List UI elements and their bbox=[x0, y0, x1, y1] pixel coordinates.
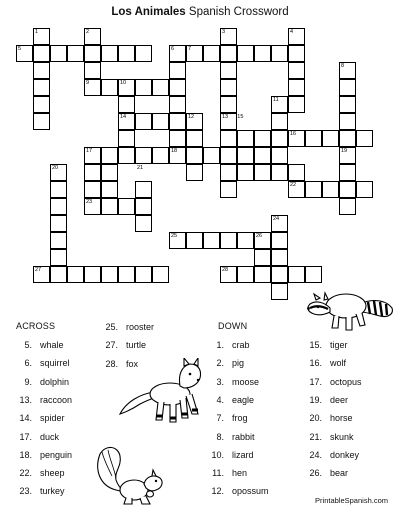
grid-cell[interactable] bbox=[101, 45, 118, 62]
grid-cell[interactable] bbox=[254, 249, 271, 266]
clue-word: wolf bbox=[330, 358, 347, 369]
grid-cell[interactable] bbox=[237, 130, 254, 147]
grid-cell[interactable] bbox=[101, 164, 118, 181]
clue-word: squirrel bbox=[40, 358, 70, 369]
grid-cell[interactable] bbox=[152, 147, 169, 164]
grid-cell[interactable] bbox=[220, 181, 237, 198]
grid-cell[interactable] bbox=[254, 147, 271, 164]
grid-cell[interactable] bbox=[101, 198, 118, 215]
down-clue bbox=[304, 450, 359, 460]
grid-cell[interactable] bbox=[203, 232, 220, 249]
down-clue bbox=[304, 468, 348, 478]
clue-number: 3 bbox=[222, 29, 226, 35]
clue-num: 24. bbox=[309, 449, 322, 460]
grid-cell[interactable] bbox=[169, 79, 186, 96]
grid-cell[interactable] bbox=[84, 62, 101, 79]
clue-word: turkey bbox=[40, 486, 65, 497]
grid-cell[interactable] bbox=[33, 45, 50, 62]
grid-cell[interactable] bbox=[288, 79, 305, 96]
clue-word: turtle bbox=[126, 340, 147, 351]
across-clue bbox=[14, 432, 59, 442]
grid-cell[interactable] bbox=[84, 164, 101, 181]
clue-num: 1. bbox=[216, 340, 224, 350]
grid-cell[interactable] bbox=[220, 45, 237, 62]
clue-num: 12. bbox=[211, 486, 224, 497]
grid-cell[interactable] bbox=[271, 164, 288, 181]
grid-cell[interactable] bbox=[84, 45, 101, 62]
grid-cell[interactable] bbox=[203, 45, 220, 62]
clue-number: 16 bbox=[290, 131, 297, 137]
clue-num: 5. bbox=[24, 340, 32, 350]
grid-cell[interactable] bbox=[220, 62, 237, 79]
clue-number: 13 bbox=[222, 114, 229, 120]
across-clue bbox=[14, 358, 70, 368]
clue-num: 2. bbox=[216, 358, 224, 369]
grid-cell[interactable] bbox=[152, 113, 169, 130]
clue-number: 24 bbox=[273, 216, 280, 222]
grid-cell[interactable] bbox=[186, 130, 203, 147]
grid-cell[interactable] bbox=[305, 181, 322, 198]
grid-cell[interactable] bbox=[50, 232, 67, 249]
clue-word: raccoon bbox=[40, 394, 73, 405]
grid-cell[interactable] bbox=[50, 249, 67, 266]
clue-num: 23. bbox=[19, 486, 32, 497]
down-clue bbox=[206, 468, 247, 478]
grid-cell[interactable] bbox=[271, 266, 288, 283]
across-clue bbox=[14, 413, 65, 423]
clue-word: duck bbox=[40, 431, 60, 442]
clue-word: donkey bbox=[330, 449, 360, 460]
clue-number: 18 bbox=[171, 148, 178, 154]
grid-cell[interactable] bbox=[135, 198, 152, 215]
clue-num: 26. bbox=[309, 468, 322, 479]
grid-cell[interactable] bbox=[169, 96, 186, 113]
grid-cell[interactable] bbox=[50, 198, 67, 215]
grid-cell[interactable] bbox=[118, 130, 135, 147]
clue-word: opossum bbox=[232, 486, 269, 497]
grid-cell[interactable] bbox=[237, 164, 254, 181]
clue-number: 28 bbox=[222, 267, 229, 273]
grid-cell[interactable] bbox=[220, 96, 237, 113]
grid-cell[interactable] bbox=[271, 130, 288, 147]
clue-num: 20. bbox=[309, 413, 322, 424]
clue-number: 12 bbox=[188, 114, 195, 120]
across-clue bbox=[14, 395, 72, 405]
grid-cell[interactable] bbox=[339, 181, 356, 198]
grid-cell[interactable] bbox=[152, 79, 169, 96]
clue-num: 7. bbox=[216, 413, 224, 424]
clue-num: 18. bbox=[19, 449, 32, 460]
grid-cell[interactable] bbox=[339, 130, 356, 147]
grid-cell[interactable] bbox=[101, 79, 118, 96]
across-clue bbox=[14, 340, 64, 350]
clue-number: 20 bbox=[52, 165, 59, 171]
grid-cell[interactable] bbox=[271, 283, 288, 300]
grid-cell[interactable] bbox=[220, 79, 237, 96]
across-clue bbox=[100, 340, 146, 350]
across-clue bbox=[14, 468, 65, 478]
footer-site: PrintableSpanish.com bbox=[315, 496, 388, 505]
clue-num: 11. bbox=[212, 468, 224, 479]
clue-number: 27 bbox=[35, 267, 42, 273]
clue-num: 10. bbox=[211, 449, 224, 460]
grid-cell[interactable] bbox=[271, 45, 288, 62]
down-clue bbox=[304, 340, 348, 350]
fox-illustration bbox=[118, 358, 218, 428]
clue-num: 17. bbox=[309, 376, 322, 387]
clue-word: dolphin bbox=[40, 376, 70, 387]
down-clue bbox=[206, 450, 254, 460]
clue-number: 21 bbox=[137, 165, 144, 171]
clue-num: 25. bbox=[105, 322, 118, 332]
grid-cell[interactable] bbox=[305, 130, 322, 147]
grid-cell[interactable] bbox=[339, 164, 356, 181]
across-clue bbox=[100, 322, 154, 332]
raccoon-illustration bbox=[302, 278, 394, 334]
grid-cell[interactable] bbox=[50, 45, 67, 62]
grid-cell[interactable] bbox=[135, 181, 152, 198]
grid-cell[interactable] bbox=[135, 79, 152, 96]
grid-cell[interactable] bbox=[254, 266, 271, 283]
grid-cell[interactable] bbox=[33, 62, 50, 79]
across-heading: ACROSS bbox=[16, 321, 56, 331]
across-clue bbox=[14, 450, 72, 460]
grid-cell[interactable] bbox=[152, 266, 169, 283]
grid-cell[interactable] bbox=[356, 130, 373, 147]
grid-cell[interactable] bbox=[135, 45, 152, 62]
grid-cell[interactable] bbox=[271, 232, 288, 249]
clue-word: deer bbox=[330, 394, 349, 405]
grid-cell[interactable] bbox=[169, 113, 186, 130]
clue-word: lizard bbox=[232, 449, 254, 460]
clue-num: 17. bbox=[19, 431, 32, 442]
clue-num: 27. bbox=[105, 340, 118, 351]
clue-number: 8 bbox=[341, 63, 345, 69]
clue-word: skunk bbox=[330, 431, 354, 442]
grid-cell[interactable] bbox=[33, 96, 50, 113]
grid-cell[interactable] bbox=[50, 266, 67, 283]
grid-cell[interactable] bbox=[186, 164, 203, 181]
squirrel-illustration bbox=[90, 440, 172, 508]
grid-cell[interactable] bbox=[101, 266, 118, 283]
clue-word: octopus bbox=[330, 376, 362, 387]
clue-word: spider bbox=[40, 413, 65, 424]
grid-cell[interactable] bbox=[67, 45, 84, 62]
grid-cell[interactable] bbox=[237, 147, 254, 164]
grid-cell[interactable] bbox=[186, 232, 203, 249]
grid-cell[interactable] bbox=[288, 96, 305, 113]
down-clue bbox=[304, 413, 353, 423]
clue-num: 6. bbox=[24, 358, 32, 369]
grid-cell[interactable] bbox=[271, 113, 288, 130]
grid-cell[interactable] bbox=[118, 198, 135, 215]
grid-cell[interactable] bbox=[169, 130, 186, 147]
clue-number: 11 bbox=[273, 97, 279, 103]
grid-cell[interactable] bbox=[288, 164, 305, 181]
clue-number: 4 bbox=[290, 29, 294, 35]
title-bold: Los Animales bbox=[111, 6, 186, 18]
clue-word: rabbit bbox=[232, 431, 255, 442]
down-clue bbox=[206, 432, 255, 442]
grid-cell[interactable] bbox=[135, 113, 152, 130]
grid-cell[interactable] bbox=[237, 232, 254, 249]
clue-number: 1 bbox=[35, 29, 39, 35]
title-rest: Spanish Crossword bbox=[188, 6, 289, 18]
clue-num: 8. bbox=[216, 431, 224, 442]
down-clue bbox=[206, 486, 269, 496]
grid-cell[interactable] bbox=[254, 130, 271, 147]
clue-number: 14 bbox=[120, 114, 127, 120]
clue-word: horse bbox=[330, 413, 353, 424]
grid-cell[interactable] bbox=[118, 147, 135, 164]
grid-cell[interactable] bbox=[288, 45, 305, 62]
clue-number: 10 bbox=[120, 80, 127, 86]
clue-number: 6 bbox=[171, 46, 175, 52]
grid-cell[interactable] bbox=[339, 113, 356, 130]
clue-number: 15 bbox=[237, 114, 244, 120]
clue-num: 14. bbox=[19, 413, 32, 424]
clue-number: 25 bbox=[171, 233, 178, 239]
clue-word: crab bbox=[232, 340, 250, 350]
clue-number: 17 bbox=[86, 148, 93, 154]
clue-num: 15. bbox=[309, 340, 322, 350]
grid-cell[interactable] bbox=[322, 181, 339, 198]
across-clue bbox=[14, 377, 69, 387]
across-clue bbox=[14, 486, 65, 496]
grid-cell[interactable] bbox=[118, 266, 135, 283]
down-clue bbox=[206, 340, 250, 350]
clue-num: 4. bbox=[216, 394, 224, 405]
down-heading: DOWN bbox=[218, 321, 248, 331]
clue-number: 7 bbox=[188, 46, 192, 52]
grid-cell[interactable] bbox=[220, 164, 237, 181]
grid-cell[interactable] bbox=[135, 147, 152, 164]
grid-cell[interactable] bbox=[254, 45, 271, 62]
grid-cell[interactable] bbox=[169, 62, 186, 79]
clue-num: 21. bbox=[309, 431, 322, 442]
grid-cell[interactable] bbox=[356, 181, 373, 198]
down-clue bbox=[304, 358, 346, 368]
grid-cell[interactable] bbox=[237, 266, 254, 283]
grid-cell[interactable] bbox=[339, 79, 356, 96]
grid-cell[interactable] bbox=[101, 147, 118, 164]
grid-cell[interactable] bbox=[118, 96, 135, 113]
down-clue bbox=[304, 377, 362, 387]
clue-word: moose bbox=[232, 376, 260, 387]
grid-cell[interactable] bbox=[237, 45, 254, 62]
grid-cell[interactable] bbox=[33, 79, 50, 96]
clue-num: 28. bbox=[105, 358, 118, 369]
clue-num: 9. bbox=[24, 376, 32, 387]
grid-cell[interactable] bbox=[135, 266, 152, 283]
clue-num: 16. bbox=[309, 358, 322, 369]
clue-number: 26 bbox=[256, 233, 263, 239]
grid-cell[interactable] bbox=[220, 232, 237, 249]
grid-cell[interactable] bbox=[118, 45, 135, 62]
clue-number: 9 bbox=[86, 80, 90, 86]
clue-word: tiger bbox=[330, 340, 348, 350]
grid-cell[interactable] bbox=[220, 130, 237, 147]
grid-cell[interactable] bbox=[33, 113, 50, 130]
grid-cell[interactable] bbox=[339, 198, 356, 215]
grid-cell[interactable] bbox=[203, 147, 220, 164]
clue-num: 22. bbox=[19, 468, 32, 479]
grid-cell[interactable] bbox=[67, 266, 84, 283]
clue-num: 13. bbox=[19, 394, 32, 405]
clue-word: whale bbox=[40, 340, 64, 350]
clue-word: fox bbox=[126, 358, 139, 369]
grid-cell[interactable] bbox=[271, 249, 288, 266]
clue-word: bear bbox=[330, 468, 349, 479]
clue-number: 5 bbox=[18, 46, 22, 52]
clue-word: penguin bbox=[40, 449, 73, 460]
grid-cell[interactable] bbox=[50, 215, 67, 232]
grid-cell[interactable] bbox=[339, 96, 356, 113]
down-clue bbox=[304, 432, 354, 442]
clue-num: 19. bbox=[309, 394, 322, 405]
grid-cell[interactable] bbox=[288, 62, 305, 79]
clue-word: eagle bbox=[232, 394, 255, 405]
clue-number: 19 bbox=[341, 148, 348, 154]
grid-cell[interactable] bbox=[84, 266, 101, 283]
grid-cell[interactable] bbox=[135, 215, 152, 232]
grid-cell[interactable] bbox=[220, 147, 237, 164]
down-clue bbox=[304, 395, 348, 405]
grid-cell[interactable] bbox=[271, 147, 288, 164]
clue-number: 23 bbox=[86, 199, 93, 205]
grid-cell[interactable] bbox=[322, 130, 339, 147]
clue-num: 3. bbox=[216, 376, 224, 387]
grid-cell[interactable] bbox=[84, 181, 101, 198]
clue-number: 22 bbox=[290, 182, 297, 188]
clue-word: pig bbox=[232, 358, 245, 369]
grid-cell[interactable] bbox=[254, 164, 271, 181]
grid-cell[interactable] bbox=[101, 181, 118, 198]
grid-cell[interactable] bbox=[186, 147, 203, 164]
clue-word: rooster bbox=[126, 322, 155, 332]
clue-number: 2 bbox=[86, 29, 90, 35]
clue-word: sheep bbox=[40, 468, 65, 479]
grid-cell[interactable] bbox=[50, 181, 67, 198]
clue-word: frog bbox=[232, 413, 248, 424]
clue-word: hen bbox=[232, 468, 248, 479]
